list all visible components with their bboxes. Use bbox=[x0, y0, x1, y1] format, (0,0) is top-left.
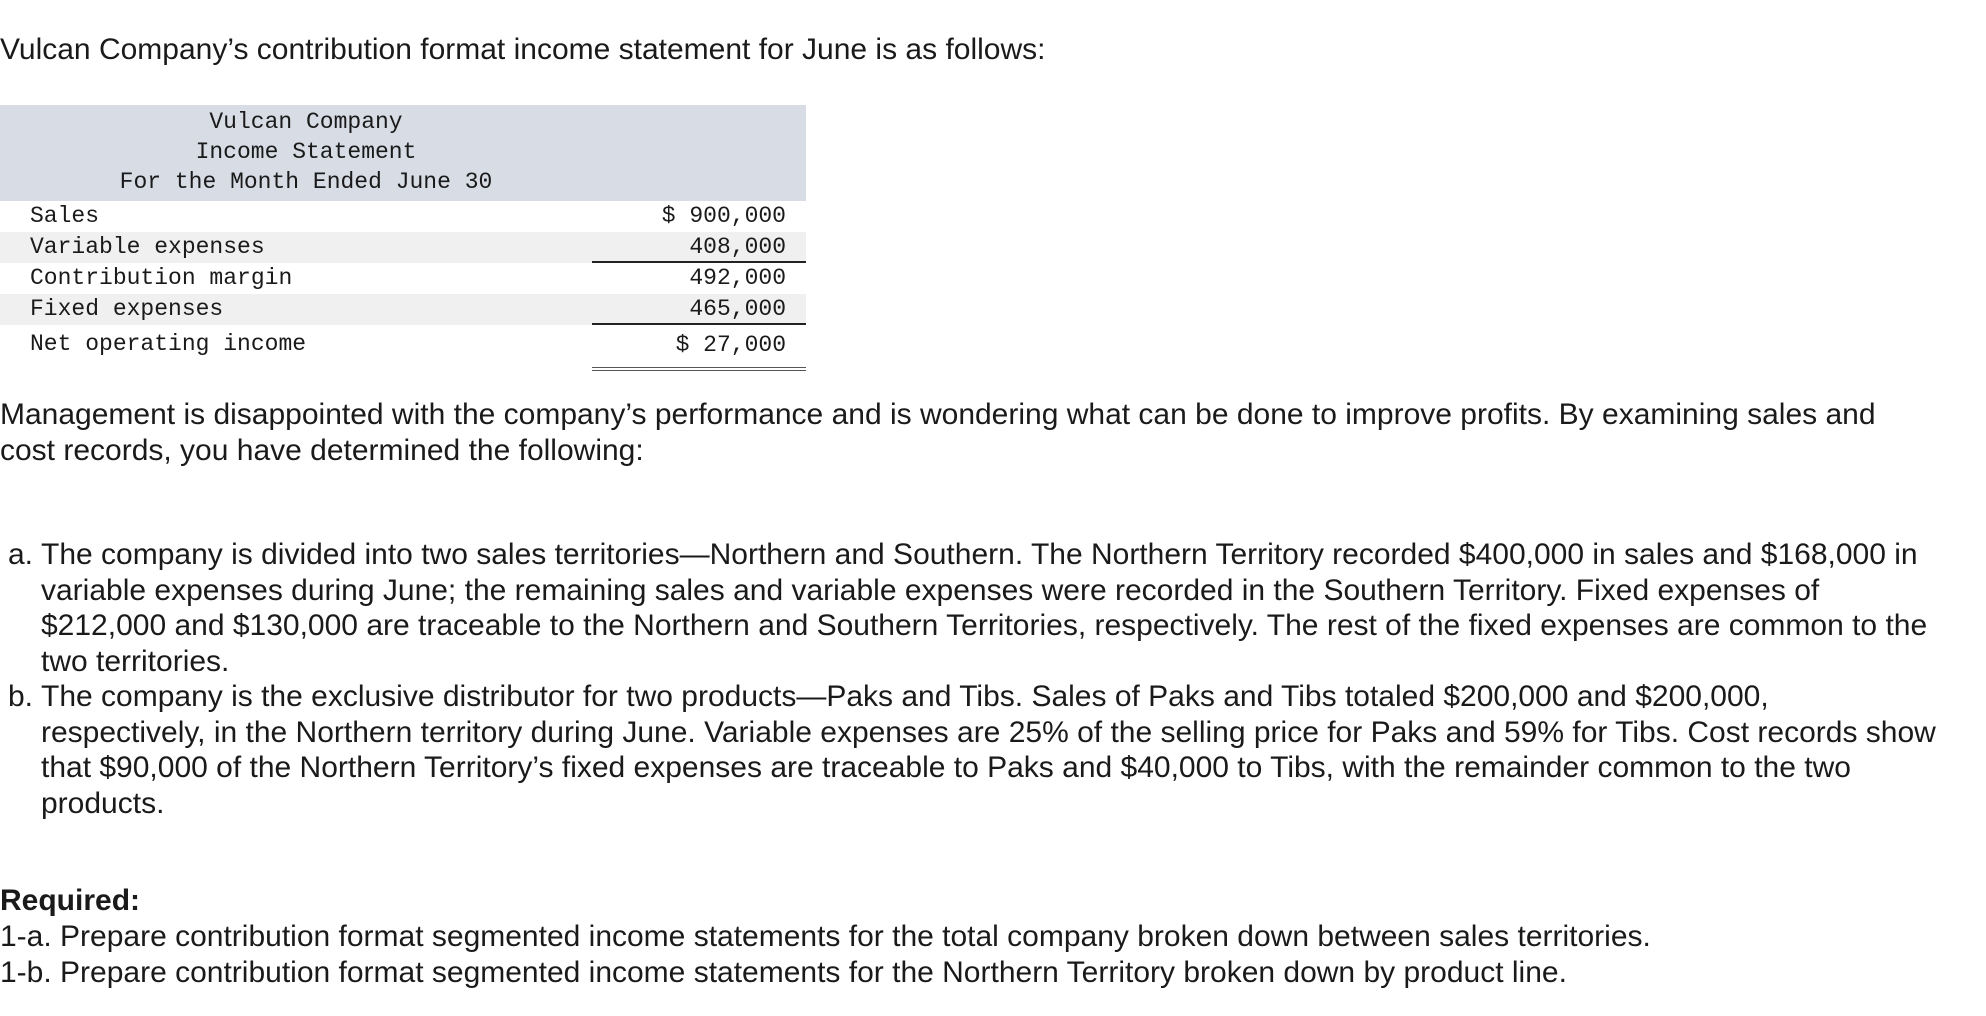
required-title: Required: bbox=[0, 884, 141, 917]
row-amount: 408,000 bbox=[592, 232, 806, 263]
row-amount: $ 27,000 bbox=[592, 325, 806, 371]
management-paragraph: Management is disappointed with the company’s performance and is wondering what can be done to improve profits. By examining sales and cost records, you have determined the following: bbox=[0, 398, 1876, 467]
statement-row-contribution-margin bbox=[0, 263, 806, 294]
row-label: Fixed expenses bbox=[30, 296, 224, 322]
list-marker: b. bbox=[8, 680, 34, 713]
row-label: Net operating income bbox=[30, 331, 307, 357]
row-amount: 492,000 bbox=[689, 265, 786, 291]
required-line-1a: 1-a. Prepare contribution format segmented income statements for the total company broken down between sales territories. bbox=[0, 920, 1651, 953]
required-line-1b: 1-b. Prepare contribution format segmented income statements for the Northern Territory broken down by product line. bbox=[0, 956, 1567, 989]
statement-period: For the Month Ended June 30 bbox=[119, 169, 493, 195]
list-item bbox=[8, 537, 1938, 679]
statement-company-name: Vulcan Company bbox=[209, 109, 403, 135]
statement-row-sales bbox=[0, 201, 806, 232]
statement-row-net-operating-income bbox=[0, 325, 806, 363]
statement-row-variable-expenses bbox=[0, 232, 806, 263]
row-label: Sales bbox=[30, 203, 100, 229]
list-item-text: The company is the exclusive distributor for two products—Paks and Tibs. Sales of Paks and Tibs totaled $200,000 and $200,000, respectively, in the Northern territory during June. Variable expenses are 25% of the selling price for Paks and 59% for Tibs. Cost records show that $90,000 of the Northern Territory’s fixed expenses are traceable to Paks and $40,000 to Tibs, with the remainder common to the two products. bbox=[41, 680, 1936, 820]
row-amount: 465,000 bbox=[592, 294, 806, 325]
list-marker: a. bbox=[8, 538, 34, 571]
statement-title: Income Statement bbox=[195, 139, 417, 165]
income-statement-header bbox=[0, 105, 806, 201]
income-statement-table bbox=[0, 105, 806, 363]
row-label: Variable expenses bbox=[30, 234, 265, 260]
required-section bbox=[0, 883, 1651, 991]
row-amount: $ 900,000 bbox=[661, 203, 786, 229]
list-item bbox=[8, 679, 1938, 821]
findings-list bbox=[8, 537, 1938, 821]
list-item-text: The company is divided into two sales territories—Northern and Southern. The Northern Territory recorded $400,000 in sales and $168,000 in variable expenses during June; the remaining sales and variable expenses were recorded in the Southern Territory. Fixed expenses of $212,000 and $130,000 are traceable to the Northern and Southern Territories, respectively. The rest of the fixed expenses are common to the two territories. bbox=[41, 538, 1928, 678]
intro-text: Vulcan Company’s contribution format income statement for June is as follows: bbox=[0, 33, 1046, 66]
row-label: Contribution margin bbox=[30, 265, 293, 291]
statement-row-fixed-expenses bbox=[0, 294, 806, 325]
